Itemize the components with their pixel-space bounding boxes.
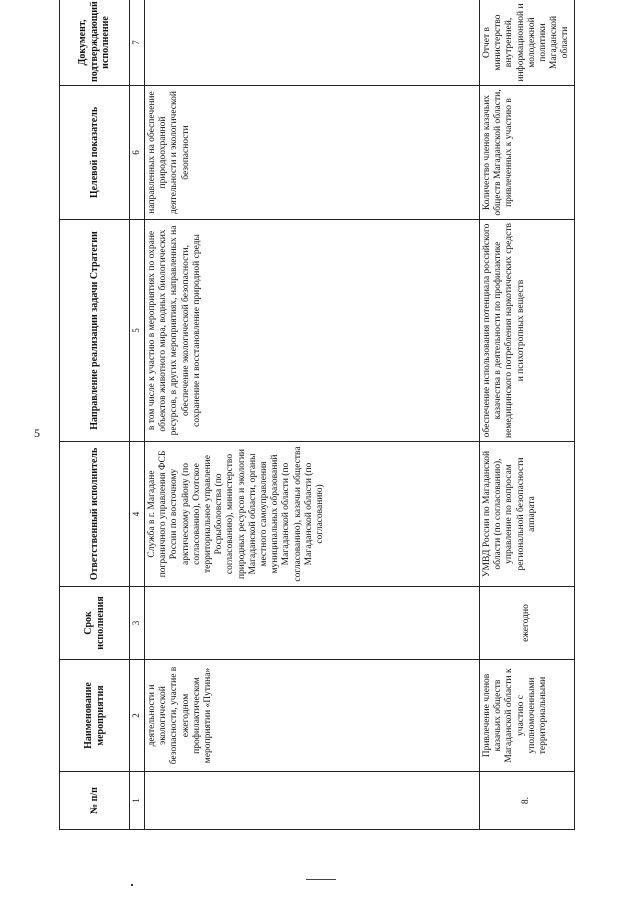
indicator-cell: направленных на обеспечение природоохранной деятельности и экологической безопасности [145,86,480,220]
column-number: 2 [130,660,145,772]
row-number: 8. [480,772,575,830]
executor-cell: УМВД России по Магаданской области (по согласованию), управление по вопросам региональной безопасности аппарата [480,442,575,587]
column-number: 6 [130,86,145,220]
table-row [145,0,480,830]
header-row [60,0,130,830]
scan-speck [131,884,133,886]
document-cell [145,0,480,86]
event-cell: деятельности и экологической безопасности, участие в ежегодном профилактическом мероприятии «Путина» [145,660,480,772]
term-cell [145,587,480,660]
measures-table [59,0,575,830]
column-number: 3 [130,587,145,660]
header-event: Наименование мероприятия [60,660,130,772]
event-cell: Привлечение членов казачьих обществ Магаданской области к участию с уполномоченными территориальными [480,660,575,772]
page-number: 5 [34,426,40,440]
table-row [480,0,575,830]
column-number: 5 [130,220,145,442]
term-cell: ежегодно [480,587,575,660]
indicator-cell: Количество членов казачьих обществ Магаданской области, привлеченных к участию в [480,86,575,220]
document-cell: Отчет в министерство внутренней, информационной и молодежной политики Магаданской области [480,0,575,86]
header-direction: Направление реализации задачи Стратегии [60,220,130,442]
footer-rule [306,879,336,880]
table-container [59,0,571,830]
header-indicator: Целевой показатель [60,86,130,220]
header-document: Документ, подтверждающий исполнение [60,0,130,86]
direction-cell: обеспечение использования потенциала российского казачества в деятельности по профилактике немедицинского потребления наркотических средств и психотропных веществ [480,220,575,442]
header-number: № п/п [60,772,130,830]
column-number: 7 [130,0,145,86]
column-number: 4 [130,442,145,587]
direction-cell: в том числе к участию в мероприятиях по охране объектов животного мира, водных биологических ресурсов, в других мероприятиях, направленных на обеспечение экологической безопасности, сохранение и восстановление природной среды [145,220,480,442]
header-executor: Ответственный исполнитель [60,442,130,587]
column-number-row [130,0,145,830]
executor-cell: Служба в г. Магадане пограничного управления ФСБ России по восточному арктическому району (по согласованию), Охотское территориальное управление Росрыболовства (по согласованию), министерство природных ресурсов и экологии Магаданской области, органы местного самоуправления муниципальных образований Магаданской области (по согласованию), казачьи общества Магаданской области (по согласованию) [145,442,480,587]
row-number [145,772,480,830]
header-term: Срок исполнения [60,587,130,660]
column-number: 1 [130,772,145,830]
